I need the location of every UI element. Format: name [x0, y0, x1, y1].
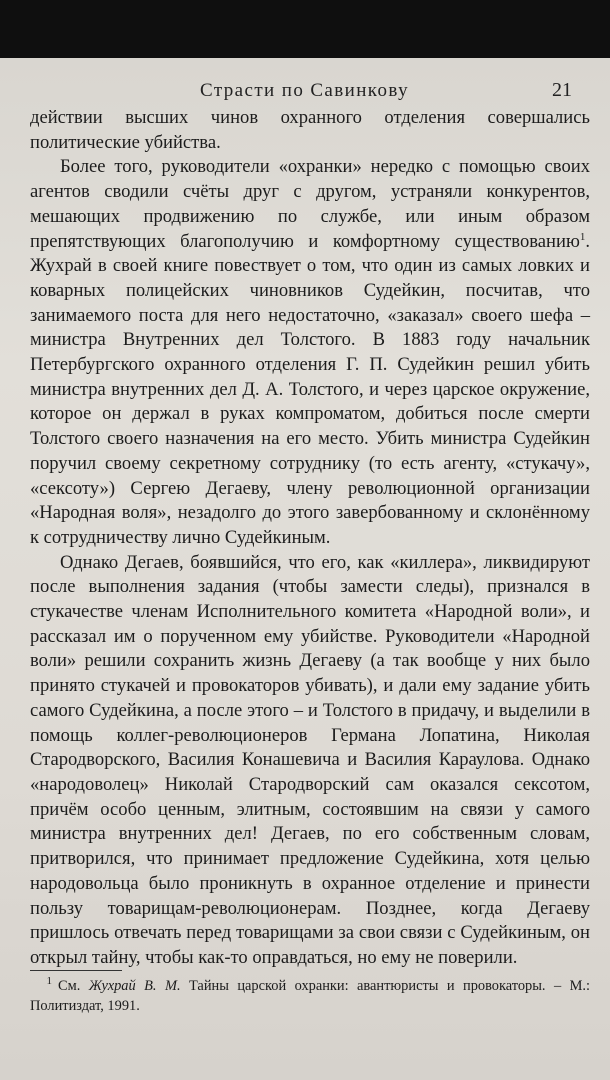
paragraph-sudeikin [30, 155, 590, 550]
footnote-citation: Тайны царской охранки: авантюристы и провокаторы. – М.: Политиздат, 1991. [30, 978, 590, 1014]
book-page [0, 58, 610, 1080]
paragraph-degaev: Однако Дегаев, боявшийся, что его, как «киллера», ликвидируют после выполнения задания (чтобы замести следы), признался в стукачестве членам Исполнительного комитета «Народной воли», и рассказал им о порученном ему убийстве. Руководители «Народной воли» решили сохранить жизнь Дегаеву (а так вообще у них было принято стукачей и провокаторов убивать), и дали ему задание убить самого Судейкина, а после этого – и Толстого в придачу, и выделили в помощь коллег-революционеров Германа Лопатина, Николая Стародворского, Василия Конашевича и Василия Караулова. Однако «народоволец» Николай Стародворский сам оказался сексотом, причём особо ценным, элитным, состоявшим на связи у самого министра внутренних дел! Дегаев, по его собственным словам, притворился, что принимает предложение Судейкина, хотя целью народовольца было проникнуть в охранное отделение и принести пользу товарищам-революционерам. Позднее, когда Дегаеву пришлось отвечать перед товарищами за свои связи с Судейкиным, он открыл тайну, чтобы как-то оправдаться, но ему не поверили. [30, 551, 590, 968]
paragraph-continuation: действии высших чинов охранного отделения совершались политические убийства. [30, 107, 590, 153]
footnote-reference: 1 [579, 230, 586, 243]
running-title: Страсти по Савинкову [200, 80, 409, 101]
paragraph-text-before-note: Более того, руководители «охранки» нередко с помощью своих агентов сводили счёты друг с другом, устраняли конкурентов, мешающих продвижению по службе, или иным образом препятствующих благополучию и комфортному существованию [30, 156, 590, 252]
footnote-divider [30, 970, 122, 971]
paragraph-text-after-note: . Жухрай в своей книге повествует о том, что один из самых ловких и коварных полицейских чиновников Судейкин, посчитав, что занимаемого поста для него недостаточно, «заказал» своего шефа – министра Внутренних дел Толстого. В 1883 году начальник Петербургского охранного отделения Г. П. Судейкин решил убить министра внутренних дел Д. А. Толстого, и через царское окружение, которое он держал в руках компроматом, добиться после смерти Толстого своего назначения на его место. Убить министра Судейкин поручил своему секретному сотруднику (то есть агенту, «стукачу», «сексоту») Сергею Дегаеву, члену революционной организации «Народная воля», незадолго до этого завербованному и склонённому к сотрудничеству лично Судейкиным. [30, 230, 590, 548]
footnote-author: Жухрай В. М. [88, 978, 181, 994]
page-number: 21 [552, 79, 572, 101]
footnote: 1 См. Жухрай В. М. Тайны царской охранки: авантюристы и провокаторы. – М.: Политиздат, 1991. [30, 975, 590, 1014]
running-head [0, 80, 610, 108]
body-text [30, 106, 590, 971]
footnote-prefix: См. [58, 978, 81, 994]
